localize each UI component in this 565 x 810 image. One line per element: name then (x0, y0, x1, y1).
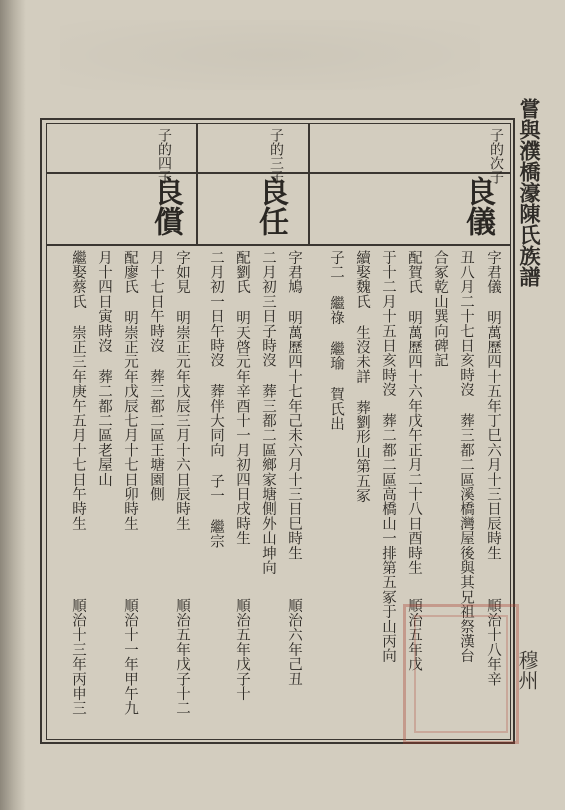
entry-1-line-5: 于十二月十五日亥時沒 葬二都二區高橋山一排第五冢于山丙向 (380, 250, 396, 664)
paper-stain (60, 20, 480, 90)
continuation-2: 順治五年戊 (406, 598, 422, 672)
name-row-divider (46, 244, 511, 246)
entry-3-line-3: 配廖氏 明崇正元年戊辰七月十七日卯時生 (122, 250, 138, 531)
binding-shadow (0, 0, 26, 810)
person-name-3: 良償 (148, 176, 183, 236)
person-name-2: 良任 (253, 176, 288, 236)
entry-1-line-7: 子二 繼祿 繼瑜 賀氏出 (328, 250, 344, 431)
column-divider-2 (196, 123, 198, 244)
entry-1-line-6: 續娶魏氏 生沒未詳 葬劉形山第五冢 (354, 250, 370, 503)
continuation-7: 順治十三年丙申三 (70, 598, 86, 716)
column-divider-1 (308, 123, 310, 244)
continuation-5: 順治五年戊子十二 (174, 598, 190, 716)
hall-mark: 穆州 (515, 650, 539, 690)
entry-2-line-4: 二月初一日午時沒 葬伴大同向 子一 繼宗 (208, 250, 224, 549)
entry-1-line-3: 合冢乾山巽向碑記 (432, 250, 448, 368)
entry-3-line-2: 月十七日午時沒 葬三都二區王塘園側 (148, 250, 164, 502)
entry-3-line-5: 繼娶蔡氏 崇正三年庚午五月十七日午時生 (70, 250, 86, 531)
entry-1-line-4: 配賀氏 明萬歷四十六年戊午正月二十八日酉時生 (406, 250, 422, 575)
continuation-3: 順治六年己丑 (286, 598, 302, 687)
relation-label-1: 子的次子 (488, 128, 504, 184)
continuation-1: 順治十八年辛 (485, 598, 501, 687)
book-title-column: 嘗與濮橋濠陳氏族譜 (517, 98, 542, 287)
continuation-4: 順治五年戊子十 (234, 598, 250, 701)
relation-label-2: 子的三子 (268, 128, 284, 184)
entry-2-line-2: 二月初三日子時沒 葬三都二區鄉家塘側外山坤向 (260, 250, 276, 575)
person-name-1: 良儀 (460, 176, 495, 236)
entry-3-line-4: 月十四日寅時沒 葬二都二區老屋山 (96, 250, 112, 487)
relation-label-3: 子的四子 (156, 128, 172, 184)
red-seal-stamp (403, 604, 519, 744)
entry-2-line-1: 字君鳩 明萬歷四十七年己未六月十三日巳時生 (286, 250, 302, 561)
entry-2-line-3: 配劉氏 明天啓元年辛酉十一月初四日戌時生 (234, 250, 250, 546)
entry-3-line-1: 字如見 明崇正元年戊辰三月十六日辰時生 (174, 250, 190, 531)
continuation-6: 順治十一年甲午九 (122, 598, 138, 716)
entry-1-line-2: 丑八月二十七日亥時沒 葬三都二區溪橋灣屋後與其兄祖祭漢台 (458, 250, 474, 664)
entry-1-line-1: 字君儀 明萬歷四十五年丁巳六月十三日辰時生 (485, 250, 501, 561)
